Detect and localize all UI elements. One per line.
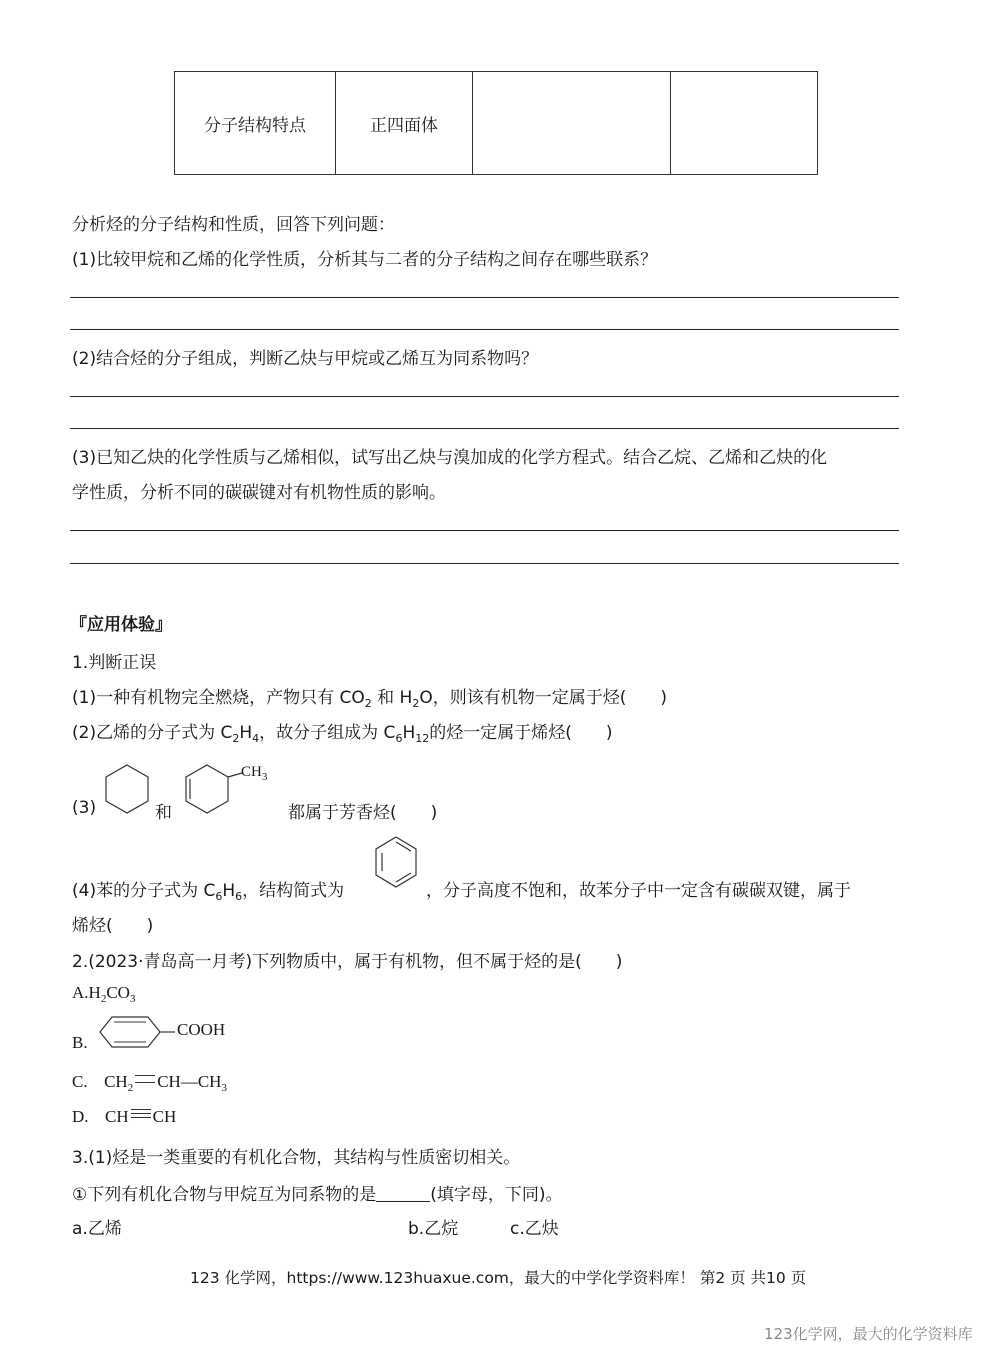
exercise-1-item-3-text: 都属于芳香烃( ) [288,803,438,823]
exercise-1-item-1: (1)一种有机物完全燃烧，产物只有 $CO_2$ 和 $H_2O$，则该有机物一定属于烃( ) [72,688,667,710]
exercise-2-option-b-label[interactable]: B. [72,1033,88,1052]
answer-line [70,530,899,531]
and-text: 和 [155,803,172,823]
question-2: (2)结合烃的分子组成，判断乙炔与甲烷或乙烯互为同系物吗？ [72,349,539,369]
fill-in-blank[interactable] [376,1187,430,1202]
exercise-2-option-d[interactable]: D. CH CH [72,1107,177,1126]
exercise-3-sub-1: ①下列有机化合物与甲烷互为同系物的是 (填字母，下同)。 [72,1185,563,1205]
exercise-3-option-a[interactable]: a.乙烯 [72,1219,122,1239]
table-cell-ethylene [473,72,671,175]
exercise-2-option-a[interactable]: $A.H_2CO_3$ [72,983,136,1005]
triple-bond-icon [131,1109,151,1118]
exercise-2-option-c[interactable]: C. $CH_2$ $CH—CH_3$ [72,1072,227,1094]
table-row-label: 分子结构特点 [175,72,336,175]
answer-line [70,563,899,564]
page-footer: 123 化学网，https://www.123huaxue.com，最大的中学化学资料库！ 第2 页 共10 页 [190,1269,807,1287]
right-bracket-icon: 』 [155,615,172,635]
question-3-line-2: 学性质，分析不同的碳碳键对有机物性质的影响。 [72,483,446,503]
answer-line [70,297,899,298]
exercise-1-item-4-text: ，分子高度不饱和，故苯分子中一定含有碳碳双键，属于 [426,881,851,901]
answer-line [70,428,899,429]
exercise-1-title: 1.判断正误 [72,653,157,673]
exercise-1-item-4-line-2: 烯烃( ) [72,916,154,936]
answer-line [70,329,899,330]
exercise-1-item-4-line-1: (4)苯的分子式为 $C_6H_6$，结构简式为 [72,881,345,903]
exercise-2-stem: 2.(2023·青岛高一月考)下列物质中，属于有机物，但不属于烃的是( ) [72,952,623,972]
question-3-line-1: (3)已知乙炔的化学性质与乙烯相似，试写出乙炔与溴加成的化学方程式。结合乙烷、乙烯和乙炔的化 [72,448,828,468]
section-title: 『应用体验』 [70,615,172,635]
left-bracket-icon: 『 [70,615,87,635]
methylcyclohexene-structure-icon [184,763,244,815]
carboxyl-group-label: COOH [177,1020,226,1039]
methyl-group-label: $CH_3$ [241,764,268,783]
table-row [175,72,818,175]
question-1: (1)比较甲烷和乙烯的化学性质，分析其与二者的分子结构之间存在哪些联系？ [72,250,658,270]
double-bond-icon [135,1075,155,1083]
benzene-structure-icon [374,835,418,891]
cyclohexane-structure-icon [104,763,150,815]
watermark: 123化学网，最大的化学资料库 [764,1325,973,1343]
benzoic-acid-ring-icon [100,1015,176,1049]
exercise-3-stem: 3.(1)烃是一类重要的有机化合物，其结构与性质密切相关。 [72,1148,521,1168]
answer-line [70,396,899,397]
table-cell-acetylene [671,72,818,175]
exercise-1-item-2: (2)乙烯的分子式为 $C_2H_4$，故分子组成为 $C_6H_{12}$的烃一定属于烯烃( ) [72,723,613,745]
exercise-1-item-3-label: (3) [72,798,97,818]
exercise-3-option-c[interactable]: c.乙炔 [510,1219,559,1239]
exercise-3-option-b[interactable]: b.乙烷 [408,1219,459,1239]
intro-text: 分析烃的分子结构和性质，回答下列问题： [72,215,395,235]
table-cell-methane: 正四面体 [336,72,473,175]
structure-table [174,71,818,175]
